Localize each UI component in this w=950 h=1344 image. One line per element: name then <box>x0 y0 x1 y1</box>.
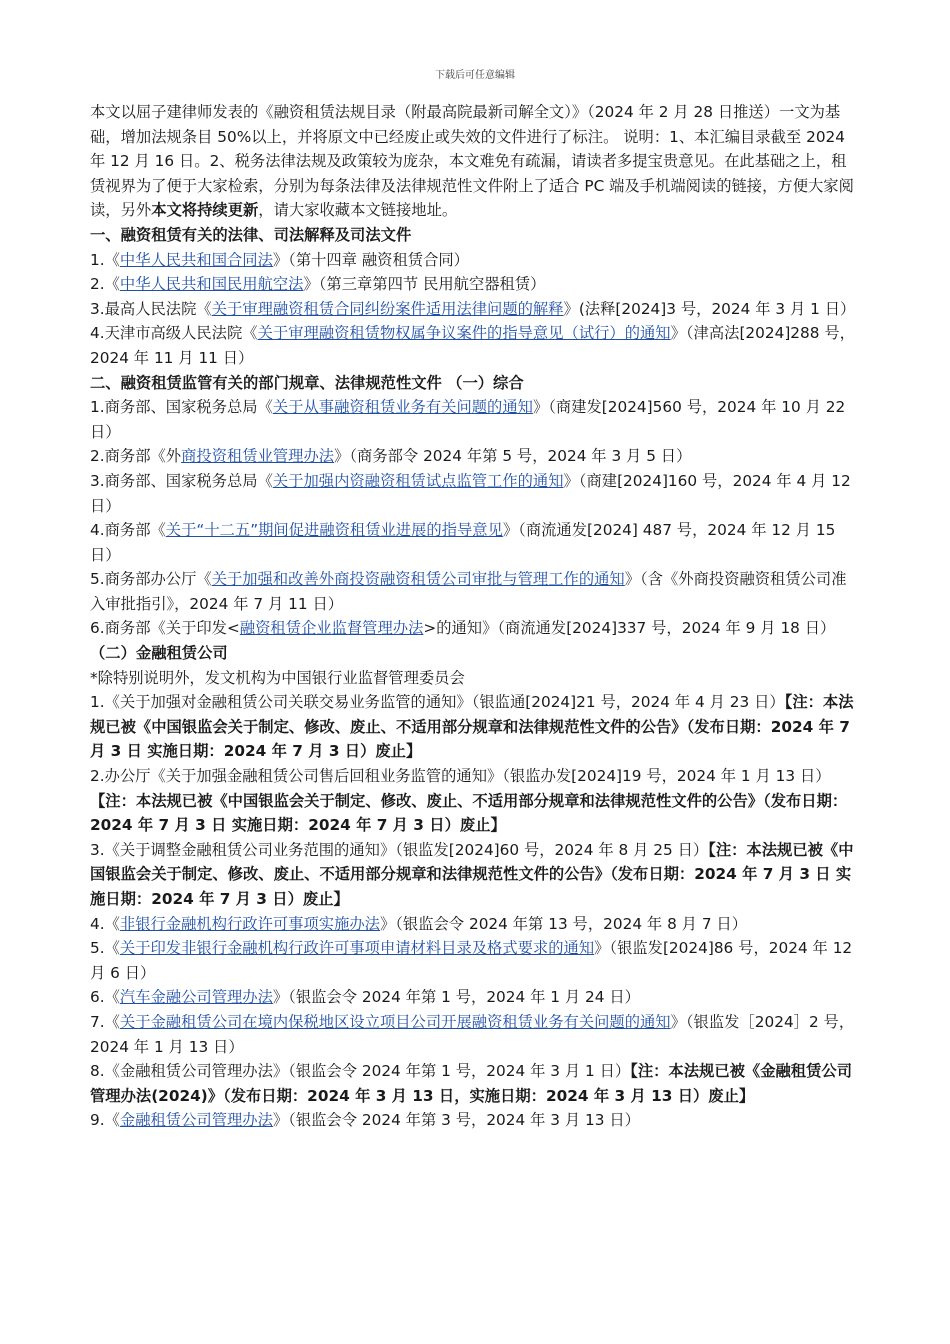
doc-link[interactable]: 关于审理融资租赁合同纠纷案件适用法律问题的解释 <box>211 299 564 318</box>
list-item <box>90 518 860 567</box>
list-item <box>90 1059 860 1108</box>
text-segment: 5.商务部办公厅《 <box>90 570 212 589</box>
list-item <box>90 272 860 297</box>
text-segment: 》（商建发[2024]560 号，2024 年 10 月 22 日） <box>90 398 846 441</box>
text-segment: 1.《 <box>90 250 120 269</box>
list-item <box>90 395 860 444</box>
text-segment: 3.商务部、国家税务总局《 <box>90 471 273 490</box>
text-segment: 》（银监会令 2024 年第 13 号，2024 年 8 月 7 日） <box>379 914 748 933</box>
list-item <box>90 616 860 641</box>
text-segment: 》（津高法[2024]288 号，2024 年 11 月 11 日） <box>90 324 855 367</box>
section-note: *除特别说明外，发文机构为中国银行业监督管理委员会 <box>90 668 465 687</box>
doc-link[interactable]: 关于加强和改善外商投资融资租赁公司审批与管理工作的通知 <box>211 570 625 589</box>
doc-link[interactable]: 关于审理融资租赁物权属争议案件的指导意见（试行）的通知 <box>257 324 671 343</box>
text-segment: 》（银监发［2024］2 号，2024 年 1 月 13 日） <box>90 1012 855 1056</box>
list-item <box>90 469 860 518</box>
repeal-note: 【注：本法规已被《中国银监会关于制定、修改、废止、不适用部分规章和法律规范性文件的公告》（发布日期：2024 年 7 月 3 日 实施日期：2024 年 7 月 3 日）废止】 <box>90 840 854 908</box>
text-segment: 》（商建[2024]160 号，2024 年 4 月 12 日） <box>90 471 851 515</box>
list-item <box>90 297 860 322</box>
list-item <box>90 764 860 838</box>
text-segment: 》（含《外商投资融资租赁公司准入审批指引》，2024 年 7 月 11 日） <box>90 570 847 613</box>
text-segment: 4.天津市高级人民法院《 <box>90 324 258 343</box>
text-segment: >的通知》（商流通发[2024]337 号，2024 年 9 月 18 日） <box>423 619 836 638</box>
doc-link[interactable]: 商投资租赁业管理办法 <box>181 447 335 466</box>
list-item <box>90 248 860 273</box>
text-segment: 3.《关于调整金融租赁公司业务范围的通知》（银监发[2024]60 号，2024 年 8 月 25 日） <box>90 840 709 859</box>
text-segment: 》(法释[2024]3 号，2024 年 3 月 1 日） <box>563 299 856 318</box>
text-segment: 4.《 <box>90 914 120 933</box>
text-segment: 》（银监会令 2024 年第 1 号，2024 年 1 月 24 日） <box>272 988 640 1007</box>
text-segment: 2.商务部《外 <box>90 447 182 466</box>
list-item <box>90 936 860 985</box>
doc-link[interactable]: 中华人民共和国民用航空法 <box>119 275 304 294</box>
text-segment: 1.商务部、国家税务总局《 <box>90 398 273 417</box>
text-segment: 2.《 <box>90 275 120 294</box>
doc-link[interactable]: 关于加强内资融资租赁试点监管工作的通知 <box>272 471 564 490</box>
subsection-heading-financial-leasing: （二）金融租赁公司 <box>90 644 228 663</box>
doc-link[interactable]: 关于“十二五”期间促进融资租赁业进展的指导意见 <box>165 521 503 540</box>
doc-link[interactable]: 关于金融租赁公司在境内保税地区设立项目公司开展融资租赁业务有关问题的通知 <box>119 1012 671 1031</box>
text-segment: 》（银监会令 2024 年第 3 号，2024 年 3 月 13 日） <box>272 1111 640 1130</box>
list-item <box>90 1010 860 1059</box>
list-item <box>90 690 860 764</box>
text-segment: 3.最高人民法院《 <box>90 299 212 318</box>
text-segment: 1.《关于加强对金融租赁公司关联交易业务监管的通知》（银监通[2024]21 号，2024 年 4 月 23 日） <box>90 693 785 712</box>
text-segment: 》（第十四章 融资租赁合同） <box>272 250 469 269</box>
doc-link[interactable]: 金融租赁公司管理办法 <box>119 1111 273 1130</box>
list-item <box>90 567 860 616</box>
doc-link[interactable]: 融资租赁企业监督管理办法 <box>239 619 424 638</box>
section-heading-regulation: 二、融资租赁监管有关的部门规章、法律规范性文件 （一）综合 <box>90 373 524 392</box>
section-heading-laws: 一、融资租赁有关的法律、司法解释及司法文件 <box>90 225 412 244</box>
list-item <box>90 912 860 937</box>
text-segment: 6.《 <box>90 988 120 1007</box>
text-segment: 》（第三章第四节 民用航空器租赁） <box>303 275 546 294</box>
doc-link[interactable]: 非银行金融机构行政许可事项实施办法 <box>119 914 380 933</box>
text-segment: 6.商务部《关于印发< <box>90 619 240 638</box>
repeal-note: 【注：本法规已被《金融租赁公司管理办法(2024)》（发布日期：2024 年 3 月 13 日，实施日期：2024 年 3 月 13 日）废止】 <box>90 1062 852 1105</box>
text-segment: 》（商务部令 2024 年第 5 号，2024 年 3 月 5 日） <box>334 447 692 466</box>
list-item <box>90 985 860 1010</box>
text-segment: 》（银监发[2024]86 号，2024 年 12 月 6 日） <box>90 939 853 982</box>
list-item <box>90 838 860 912</box>
list-item <box>90 1108 860 1133</box>
text-segment: 8.《金融租赁公司管理办法》（银监会令 2024 年第 1 号，2024 年 3 月 1 日） <box>90 1062 631 1081</box>
list-item <box>90 321 860 370</box>
text-segment: 5.《 <box>90 939 120 958</box>
page-header: 下载后可任意编辑 <box>435 70 515 81</box>
text-segment: 2.办公厅《关于加强金融租赁公司售后回租业务监管的通知》（银监办发[2024]19 号，2024 年 1 月 13 日） <box>90 767 831 786</box>
doc-link[interactable]: 关于从事融资租赁业务有关问题的通知 <box>272 398 533 417</box>
text-segment: 7.《 <box>90 1012 120 1031</box>
doc-link[interactable]: 关于印发非银行金融机构行政许可事项申请材料目录及格式要求的通知 <box>119 939 595 958</box>
text-segment: 》（商流通发[2024] 487 号，2024 年 12 月 15 日） <box>90 521 836 564</box>
list-item <box>90 444 860 469</box>
repeal-note: 【注：本法规已被《中国银监会关于制定、修改、废止、不适用部分规章和法律规范性文件的公告》（发布日期：2024 年 7 月 3 日 实施日期：2024 年 7 月 3 日）废止】 <box>90 791 848 835</box>
doc-link[interactable]: 汽车金融公司管理办法 <box>119 988 273 1007</box>
intro-emphasis: 本文将持续更新 <box>151 201 259 220</box>
text-segment: 9.《 <box>90 1111 120 1130</box>
doc-link[interactable]: 中华人民共和国合同法 <box>119 250 273 269</box>
text-segment: 4.商务部《 <box>90 521 166 540</box>
intro-paragraph: 本文以屈子建律师发表的《融资租赁法规目录（附最高院最新司解全文）》（2024 年 2 月 28 日推送）一文为基础，增加法规条目 50%以上，并将原文中已经废止或失效的文件进行了标注。 说明：1、本汇编目录截至 2024 年 12 月 16 日。2、税务法律法规及政策较为庞杂，本文难免有疏漏，请读者多提宝贵意见。在此基础之上，租赁视界为了便于大家检索，分别为每条法律及法律规范性文件附上了适合 PC 端及手机端阅读的链接，方便大家阅读，另外本文将持续更新，请大家收藏本文链接地址。 <box>90 103 854 220</box>
document-body <box>90 100 860 1133</box>
repeal-note: 【注：本法规已被《中国银监会关于制定、修改、废止、不适用部分规章和法律规范性文件的公告》（发布日期：2024 年 7 月 3 日 实施日期：2024 年 7 月 3 日）废止】 <box>90 693 854 761</box>
